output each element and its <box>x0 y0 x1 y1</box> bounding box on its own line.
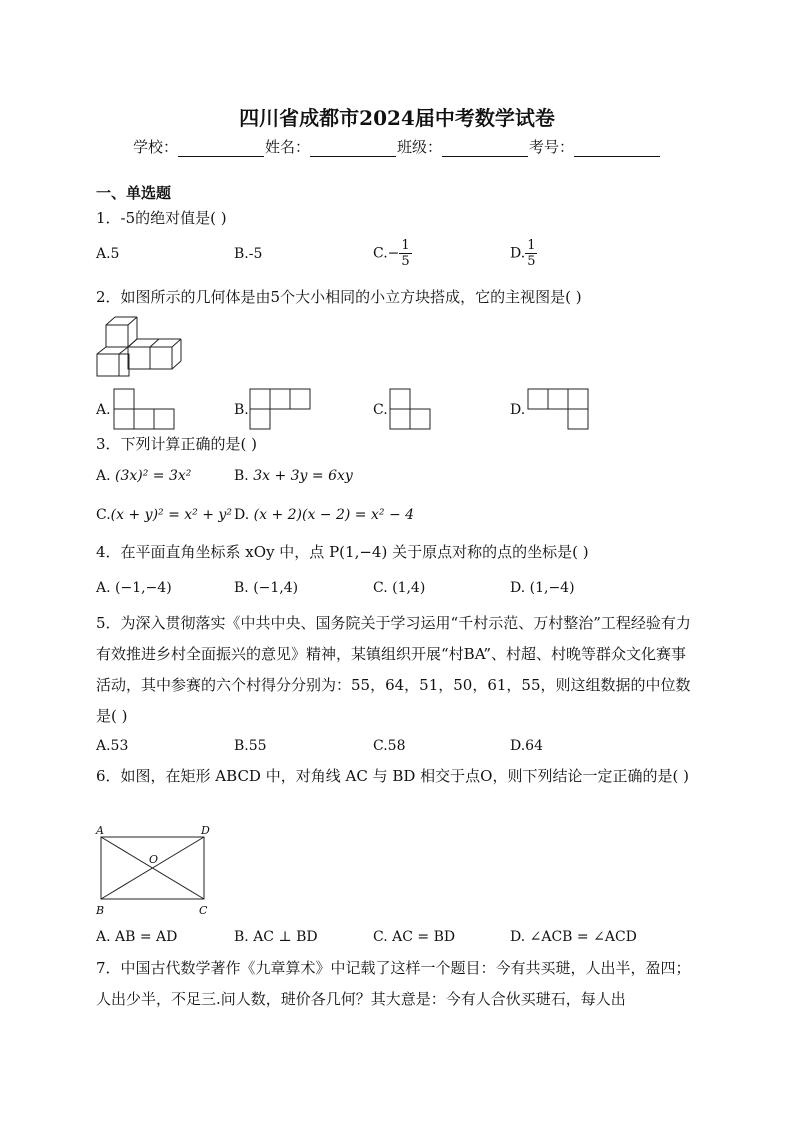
class-label: 班级： <box>397 138 443 156</box>
q6-option-a[interactable]: A. AB = AD <box>96 929 178 945</box>
name-label: 姓名： <box>264 138 310 156</box>
q3-option-c[interactable] <box>96 507 232 523</box>
q6-rectangle-figure <box>94 822 214 918</box>
q4-option-b[interactable]: B. (−1,4) <box>234 580 299 596</box>
q2-option-c-figure[interactable] <box>389 388 431 430</box>
q1-c-den: 5 <box>401 254 410 269</box>
q1-d-fraction <box>525 238 537 269</box>
q7-stem: 7．中国古代数学著作《九章算术》中记载了这样一个题目：今有共买琎，人出半，盈四；人出少半，不足三.问人数，琎价各几何？其大意是：今有人合伙买琎石，每人出 <box>96 959 691 1008</box>
q1-option-c[interactable] <box>373 238 412 269</box>
q2-option-a[interactable]: A. <box>96 402 111 418</box>
q3-option-a[interactable] <box>96 468 191 484</box>
q4-option-a[interactable]: A. (−1,−4) <box>96 580 172 596</box>
q1-option-d[interactable] <box>510 238 537 269</box>
q5-stem: 5．为深入贯彻落实《中共中央、国务院关于学习运用“千村示范、万村整治”工程经验有力有效推进乡村全面振兴的意见》精神，某镇组织开展“村BA”、村超、村晚等群众文化赛事活动，其中参赛的六个村得分分别为：55，64，51，50，61，55，则这组数据的中位数是( ) <box>96 614 691 725</box>
q3-d-expr: (x + 2)(x − 2) = x² − 4 <box>253 507 415 523</box>
q5-option-b[interactable]: B.55 <box>234 738 267 754</box>
q3-a-expr: (3x)² = 3x² <box>115 468 192 484</box>
q6-stem: 6．如图，在矩形 ABCD 中，对角线 AC 与 BD 相交于点O，则下列结论一定正确的是( ) <box>96 767 689 785</box>
q2-solid-figure <box>96 316 188 378</box>
q5-option-a[interactable]: A.53 <box>96 738 129 754</box>
q3-stem: 3．下列计算正确的是( ) <box>96 435 258 453</box>
q1-d-den: 5 <box>527 254 536 269</box>
school-blank[interactable] <box>178 142 264 157</box>
q3-option-d[interactable] <box>234 507 414 523</box>
q2-option-d-figure[interactable] <box>527 388 589 430</box>
q3-b-expr: 3x + 3y = 6xy <box>253 468 353 484</box>
fig-label-b: B <box>96 904 105 917</box>
fig-label-a: A <box>96 824 104 837</box>
q3-c-expr: (x + y)² = x² + y² <box>110 507 232 523</box>
student-info-line <box>0 136 794 157</box>
school-label: 学校： <box>132 138 178 156</box>
q3-c-label: C. <box>96 507 111 523</box>
name-blank[interactable] <box>310 142 396 157</box>
q1-stem: 1．-5的绝对值是( ) <box>96 209 227 227</box>
number-blank[interactable] <box>574 142 660 157</box>
section-title: 一、单选题 <box>96 184 172 202</box>
q6-option-d[interactable]: D. ∠ACB = ∠ACD <box>510 929 637 945</box>
q3-a-label: A. <box>96 468 111 484</box>
q2-option-b[interactable]: B. <box>234 402 249 418</box>
q3-b-label: B. <box>234 468 249 484</box>
q4-stem: 4．在平面直角坐标系 xOy 中，点 P(1,−4) 关于原点对称的点的坐标是( ) <box>96 543 589 561</box>
page-title: 四川省成都市2024届中考数学试卷 <box>239 106 555 130</box>
q6-option-c[interactable]: C. AC = BD <box>373 929 456 945</box>
fig-label-c: C <box>199 904 208 917</box>
q1-option-b[interactable]: B.-5 <box>234 246 263 262</box>
q1-d-num: 1 <box>527 238 536 253</box>
q1-option-a[interactable]: A.5 <box>96 246 120 262</box>
q2-option-d[interactable]: D. <box>510 402 526 418</box>
q4-option-d[interactable]: D. (1,−4) <box>510 580 575 596</box>
q2-option-b-figure[interactable] <box>249 388 311 430</box>
q4-option-c[interactable]: C. (1,4) <box>373 580 426 596</box>
q2-option-c[interactable]: C. <box>373 402 388 418</box>
q1-d-prefix: D. <box>510 245 526 262</box>
q1-c-fraction <box>399 238 411 269</box>
q3-d-label: D. <box>234 507 250 523</box>
q6-option-b[interactable]: B. AC ⊥ BD <box>234 929 318 945</box>
fig-label-o: O <box>149 853 159 866</box>
number-label: 考号： <box>529 138 575 156</box>
q5-option-d[interactable]: D.64 <box>510 738 543 754</box>
q2-stem: 2．如图所示的几何体是由5个大小相同的小立方块搭成，它的主视图是( ) <box>96 288 582 306</box>
fig-label-d: D <box>201 824 210 837</box>
q1-c-num: 1 <box>401 238 410 253</box>
q2-option-a-figure[interactable] <box>113 388 175 430</box>
class-blank[interactable] <box>442 142 528 157</box>
q5-option-c[interactable]: C.58 <box>373 738 406 754</box>
q1-c-prefix: C.− <box>373 245 400 262</box>
q3-option-b[interactable] <box>234 468 353 484</box>
